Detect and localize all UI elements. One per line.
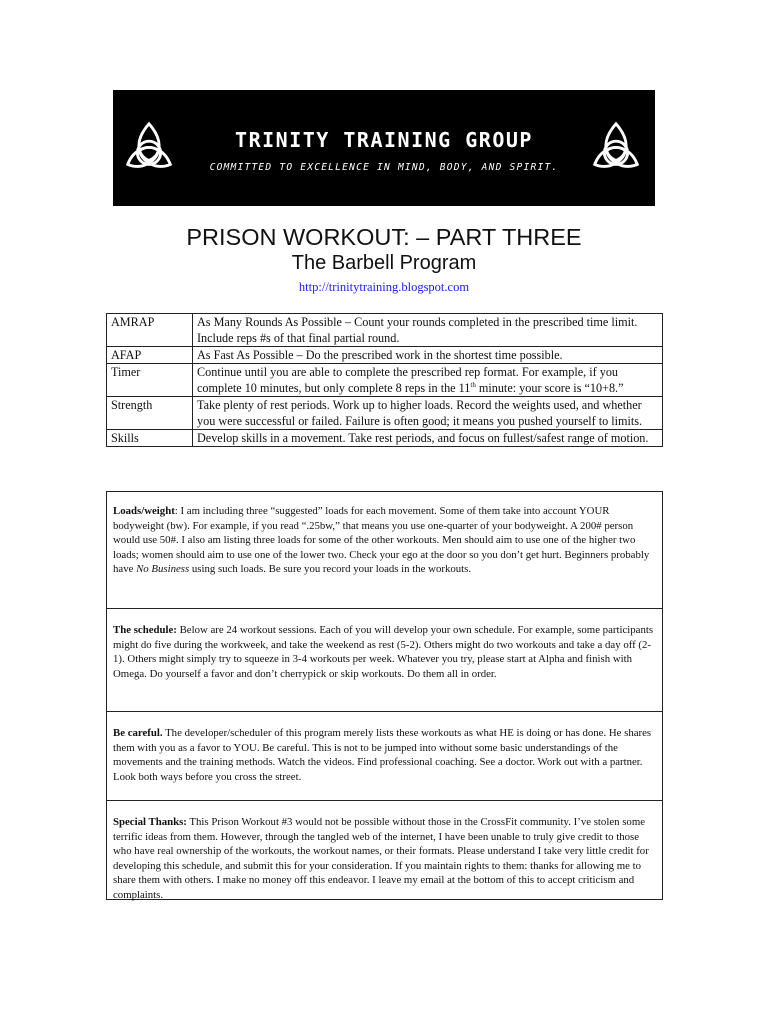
notes-box <box>106 491 663 900</box>
page-title: PRISON WORKOUT: – PART THREE <box>186 224 582 250</box>
header-banner <box>113 90 655 206</box>
table-row <box>107 347 663 364</box>
note-label: The schedule: <box>113 624 177 636</box>
note-loads <box>107 491 662 608</box>
note-label: Special Thanks: <box>113 816 187 828</box>
definition-text: As Many Rounds As Possible – Count your rounds completed in the prescribed time limit. Include reps #s of that final partial round. <box>193 314 663 347</box>
note-careful <box>107 711 662 800</box>
triquetra-knot-icon <box>587 118 645 176</box>
note-schedule <box>107 608 662 711</box>
definition-text <box>193 364 663 397</box>
note-text: using such loads. Be sure you record your loads in the workouts. <box>189 563 472 576</box>
definition-term: Strength <box>107 397 193 430</box>
definition-text: Develop skills in a movement. Take rest periods, and focus on fullest/safest range of motion. <box>193 430 663 447</box>
definition-text-part: minute: your score is “10+8.” <box>475 381 624 395</box>
definition-text-part: Continue until you are able to complete the prescribed rep format. For example, if you complete 10 minutes, but only complete 8 reps in the 11 <box>197 365 619 395</box>
table-row <box>107 364 663 397</box>
ordinal-suffix: th <box>470 380 476 389</box>
definition-term: AFAP <box>107 347 193 364</box>
note-text: Below are 24 workout sessions. Each of you will develop your own schedule. For example, some participants might do five during the workweek, and take the weekend as rest (5-2). Others might do two workouts and take a day off (2-1). Others might simply try to squeeze in 3-4 workouts per week. Whatever you try, please start at Alpha and finish with Omega. Do yourself a favor and don’t cherrypick or skip workouts. Do them all in order. <box>113 624 654 680</box>
organization-name: TRINITY TRAINING GROUP <box>235 128 533 152</box>
note-text: This Prison Workout #3 would not be possible without those in the CrossFit community. I’ve stolen some terrific ideas from them. However, through the tangled web of the internet, I have been unable to truly give credit to those who have real ownership of the workouts, the workout names, or their formats. Please understand I take very little credit for developing this schedule, and submit this for your consideration. If you maintain rights to them: thanks for allowing me to share them with others. I make no money off this endeavor. I leave my email at the bottom of this to accept criticism and complaints. <box>113 816 649 901</box>
note-label: Be careful. <box>113 727 163 739</box>
blog-link[interactable]: http://trinitytraining.blogspot.com <box>298 280 470 294</box>
note-emphasis: No Business <box>136 563 190 576</box>
definition-term: Skills <box>107 430 193 447</box>
definition-text: As Fast As Possible – Do the prescribed work in the shortest time possible. <box>193 347 663 364</box>
definition-term: AMRAP <box>107 314 193 347</box>
organization-tagline: COMMITTED TO EXCELLENCE IN MIND, BODY, AND SPIRIT. <box>209 162 559 173</box>
definition-term: Timer <box>107 364 193 397</box>
page-subtitle: The Barbell Program <box>291 252 477 274</box>
note-text: : I am including three “suggested” loads for each movement. Some of them take into account YOUR bodyweight (bw). For example, if you read “.25bw,” that means you use one-quarter of your bodyweight. A 200# person would use 50#. I also am listing three loads for some of the other workouts. Men should aim to use one of the higher two loads; women should aim to use one of the lower two. Check your ego at the door so you don’t get hurt. Beginners probably have <box>113 505 650 576</box>
note-thanks <box>107 800 662 899</box>
note-label: Loads/weight <box>113 505 175 517</box>
definitions-table <box>106 313 663 447</box>
table-row <box>107 314 663 347</box>
table-row <box>107 430 663 447</box>
definition-text: Take plenty of rest periods. Work up to higher loads. Record the weights used, and whether you were successful or failed. Failure is often good; it means you pushed yourself to limits. <box>193 397 663 430</box>
table-row <box>107 397 663 430</box>
note-text: The developer/scheduler of this program merely lists these workouts as what HE is doing or has done. He shares them with you as a favor to YOU. Be careful. This is not to be jumped into without some basic understandings of the movements and the training methods. Watch the videos. Find professional coaching. See a doctor. Work out with a partner. Look both ways before you cross the street. <box>113 727 652 783</box>
